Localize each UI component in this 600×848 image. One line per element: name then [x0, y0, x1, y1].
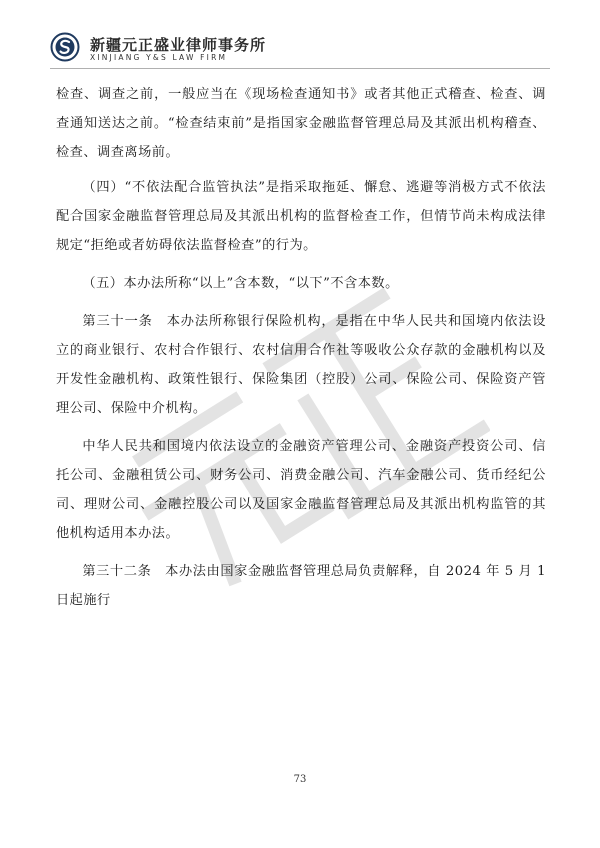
- paragraph: 第三十一条 本办法所称银行保险机构，是指在中华人民共和国境内依法设立的商业银行、农村合作银行、农村信用合作社等吸收公众存款的金融机构以及开发性金融机构、政策性银行、保险集团（控股）公司、保险公司、保险资产管理公司、保险中介机构。: [56, 314, 546, 416]
- header-divider: [50, 68, 550, 69]
- firm-name-en: XINJIANG Y&S LAW FIRM: [90, 53, 228, 62]
- firm-name-cn: 新疆元正盛业律师事务所: [90, 36, 267, 54]
- paragraph: （四）“不依法配合监管执法”是指采取拖延、懈怠、逃避等消极方式不依法配合国家金融监督管理总局及其派出机构的监督检查工作，但情节尚未构成法律规定“拒绝或者妨碍依法监督检查”的行为。: [56, 180, 546, 253]
- paragraph: （五）本办法所称“以上”含本数，“以下”不含本数。: [82, 276, 399, 291]
- paragraph: 第三十二条 本办法由国家金融监督管理总局负责解释，自 2024 年 5 月 1 日起施行: [56, 564, 546, 608]
- document-body: [56, 80, 546, 621]
- firm-logo-icon: [50, 32, 80, 62]
- page-number: 73: [293, 774, 307, 785]
- paragraph: 中华人民共和国境内依法设立的金融资产管理公司、金融资产投资公司、信托公司、金融租赁公司、财务公司、消费金融公司、汽车金融公司、货币经纪公司、理财公司、金融控股公司以及国家金融监督管理总局及其派出机构监管的其他机构适用本办法。: [56, 439, 546, 541]
- page-header: [50, 30, 550, 70]
- paragraph: 检查、调查之前，一般应当在《现场检查通知书》或者其他正式稽查、检查、调查通知送达之前。“检查结束前”是指国家金融监督管理总局及其派出机构稽查、检查、调查离场前。: [56, 87, 546, 160]
